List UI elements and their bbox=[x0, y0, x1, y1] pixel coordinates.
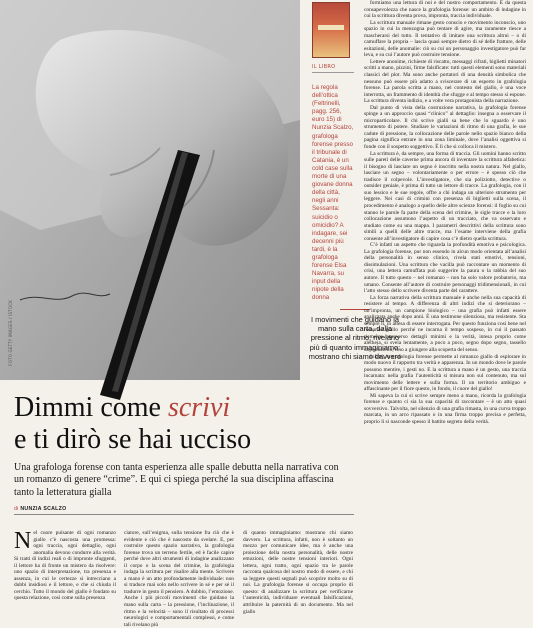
article-photo bbox=[0, 0, 300, 380]
paragraph bbox=[14, 530, 116, 602]
hand-writing-illustration bbox=[0, 0, 300, 380]
headline-part-2: e ti dirò se hai ucciso bbox=[14, 424, 252, 455]
headline-part-1: Dimmi come bbox=[14, 392, 168, 423]
body-column-3 bbox=[243, 530, 353, 620]
paragraph: La forza narrativa della scrittura manuale è anche nella sua capacità di resistere al tempo. A differenza di altri indizi che si deteriorano – un’impronta, un campione biologico – una grafia può infatti essere analizzata anche dopo anni. È una testimone silenziosa, ma resistente. Sta sempre lì, in attesa di essere interrogata. Per questo funziona così bene nel romanzo giallo perché ne incarna il tempo sospeso, in cui il passato riemerge attraverso dettagli minimi e la verità, intesa proprio come alètheia, si svela lentamente, a poco a poco, segno dopo segno, tassello dopo tassello, fino a giungere alla scoperta del senso. bbox=[364, 294, 526, 353]
right-text-column bbox=[364, 0, 526, 612]
paragraph: C’è infatti un aspetto che riguarda la profondità emotiva e psicologica. La grafologia forense, pur non essendo in alcun modo orientata all’analisi della personalità in senso clinico, rivela stati emotivi, tensioni, dissimulazioni. Una scrittura che vacilla può raccontare un momento di crisi, una lettera camuffata può suggerire la paura o la rabbia del suo autore. Il tutto questo – nel romanzo – non ha solo valore probatorio, ma umano. Consente all’autore di costruire personaggi tridimensionali, in cui l’atto stesso dello scrivere diventa parte del carattere. bbox=[364, 242, 526, 295]
body-column-1 bbox=[14, 530, 116, 620]
pull-quote: I movimenti che guidano la mano sulla carta, dalla pressione al ritmo, rivelano più di quanto immaginiamo: mostrano chi siamo davvero bbox=[305, 315, 405, 361]
paragraph: Mi sapeva la cui si scrive sempre meno a mano, ricorda la grafologia forense e quanto ci sia la sua capacità di raccontare – è un atto quasi sovversivo. Talvolta, nel silenzio di una grafia rimasta, in una curva troppo marcata, in un arco ripassato o in una firma troppo precisa e perfetta, proprio lì si nasconde spesso il battito segreto della verità. bbox=[364, 392, 526, 425]
byline-prefix: di bbox=[14, 506, 21, 512]
paragraph-text: el cuore pulsante di ogni romanzo giallo c’è nascosta una promessa: ogni traccia, ogni dettaglio, ogni anomalia devono condurre alla verità. Si tratti di indizi reali o di impronte sfuggenti, il lettore ha di fronte un mistero da risolvere: uno spazio di interpretazione, tra presenza e assenza, in cui le certezze si intrecciano a dubbi insidiosi e il lettore, e che si chiuda il cerchio. Tutto il mondo del giallo è fondato su questa relazione, così come sulla presenza bbox=[14, 530, 116, 602]
author-name: NUNZIA SCALZO bbox=[20, 506, 67, 512]
headline bbox=[14, 392, 354, 456]
paragraph: Infatti, la grafologia forense permette al romanzo giallo di esplorare in modo nuovo il rapporto tra verità e apparenza. In un mondo dove le parole possono mentire, i gesti no. E la scrittura a mano è un gesto, una traccia incarnata: nella grafia l’autenticità si misura non sul contenuto, ma sul movimento delle lettere e sulla forma. Il un territorio ambiguo e affascinante per il fiore questo, in fondo, il cuore del giallo! bbox=[364, 353, 526, 393]
subheadline: Una grafologa forense con tanta esperienza alle spalle debutta nella narrativa con un romanzo di genere “crime”. E qui ci spiega perché la sua disciplina affascina tanto la letteratura gialla bbox=[14, 462, 339, 498]
book-cover-image bbox=[312, 2, 350, 58]
paragraph: di quanto immaginiamo: mostrano chi siamo davvero. La scrittura, infatti, non è soltanto un mezzo per comunicare idee, ma è anche una proiezione della nostra personalità, delle nostre emozioni, delle nostre tensioni interiori. Ogni lettera, ogni tratto, ogni spazio tra le parole racconta qualcosa del nostro modo di essere, e chi sa leggere questi segnali può scoprire molto su di noi. La grafologia forense si occupa proprio di questo: di analizzare la scrittura per verificarne l’autenticità, individuare eventuali falsificazioni, attribuire la paternità di un documento. Ma nel giallo bbox=[243, 530, 353, 615]
headline-italic-word: scrivi bbox=[167, 392, 231, 423]
paragraph: ciatore, sull’enigma, sulla tensione fra ciò che è evidente e ciò che è nascosto da svelare. E, per costruire questo spazio narrativo, la grafologia forense trova un terreno fertile, ed è facile capire perché dove altri strumenti di indagine analizzano il corpo o la scena del crimine, la grafologia indaga la scrittura per risalire alla mente. Scrivere a mano è un atto profondamente individuale: non si traduce mai solo nello scrivere in sé e per sé il tradurre in gesto il pensiero. A dubbio, l’emozione. Anche i più piccoli movimenti che guidano la mano sulla carta – la pressione, l’inclinazione, il ritmo e la velocità – sono il risultato di processi neurologici e comportamentali complessi, e come tali rivelano più bbox=[124, 530, 234, 628]
section-label: IL LIBRO bbox=[312, 64, 336, 70]
body-column-2 bbox=[124, 530, 234, 628]
paragraph: La scrittura è, da sempre, una forma di traccia. Gli uomini hanno scritto sulle pareti delle caverne prima ancora di inventare la scrittura alfabetica: il bisogno di lasciare un segno è inscritto nella nostra natura. Nel giallo, lasciare un segno – volontariamente o per errore – è spesso ciò che tradisce il colpevole. L’investigatore, che sia poliziotto, detective o outsider geniale, è prima di tutto un lettore di tracce. La grafologia, con il suo lessico e le sue regole, offre a chi indaga un ulteriore strumento per leggere. Nei casi di crimini con presenza di biglietti sulla scena, il procedimento è analogo a quello delle altre scienze forensi: il foglio su cui stanno le parole fa parte della scena del crimine, le sigle tracce e la loro collocazione assumono l’aspetto di un tracciato, che va osservato e studiato come su una mappa. I parametri descrittivi della scrittura sono simili a quelli delle altre tracce, ma l’esame interviene della grafia consente all’investigatore di capire cosa c’è dietro quella scrittura. bbox=[364, 150, 526, 242]
paragraph: La scrittura manuale rimane gesto conscio e movimento inconscio, uno spazio in cui la menzogna può tentare di agire, ma raramente riesce a mascherarsi del tutto. Il tentativo di imitare una scrittura altrui – o di camuffare la propria – lascia quasi sempre dietro di sé delle fratture, delle esitazioni, delle anomalie: ciò su cui un personaggio investigatore può far leva, e su cui l’autore può costruire tensione. bbox=[364, 19, 526, 59]
divider bbox=[14, 514, 354, 515]
paragraph: Dal punto di vista della costruzione narrativa, la grafologia forense spinge a un approccio quasi “clinico” al dettaglio: insegna a osservare il micropartìcolare. Il chi scrive gialli sa bene che lo sguardo è uno strumento di potere. Studiare le variazioni di ritmo di una grafia, le sue cadute di pressione, la collocazione delle parole nello spazio bianco della pagina significa entrare in una zona liminale, dove l’analisi oggettiva si fonde con il sospetto soggettivo. È lì che si colloca il mistero. bbox=[364, 104, 526, 151]
photo-credit: FOTO GETTY IMAGES / ISTOCK bbox=[8, 300, 13, 366]
book-info-text: La regola dell’ottica (Feltrinelli, pagg. 256, euro 15) di Nunzia Scalzo, grafologa forense presso il tribunale di Catania, è un cold case sulla morte di una giovane donna della città, negli anni Sessanta: suicidio o omicidio? A indagare, sei decenni più tardi, è la grafologa forense Elsa Navarra, su input della nipote della donna bbox=[312, 84, 354, 302]
drop-cap: N bbox=[14, 528, 32, 554]
divider bbox=[312, 72, 354, 73]
byline bbox=[14, 506, 66, 512]
paragraph: Lettere anonime, richieste di riscatto, messaggi cifrati, biglietti minatori scritti a mano, pizzini, firme falsificate: tutti questi elementi sono materiali classici del plot. Ma sono anche portatori di una densità simbolica che nessuno può essere più adatto a sviscerare di un esperto in grafologia forense. La parola scritta a mano, nel contesto del giallo, è una voce interrotta, un frammento di identità che sfugge e al tempo stesso si espone. La scrittura diventa indizio, e a volte vera protagonista della narrazione. bbox=[364, 58, 526, 105]
paragraph: formiamo una lettura di noi e del nostro comportamento. È da questa consapevolezza che nasce la grafologia forense: un ambito di indagine in cui la scrittura diventa prova, impronta, traccia individuale. bbox=[364, 0, 526, 20]
